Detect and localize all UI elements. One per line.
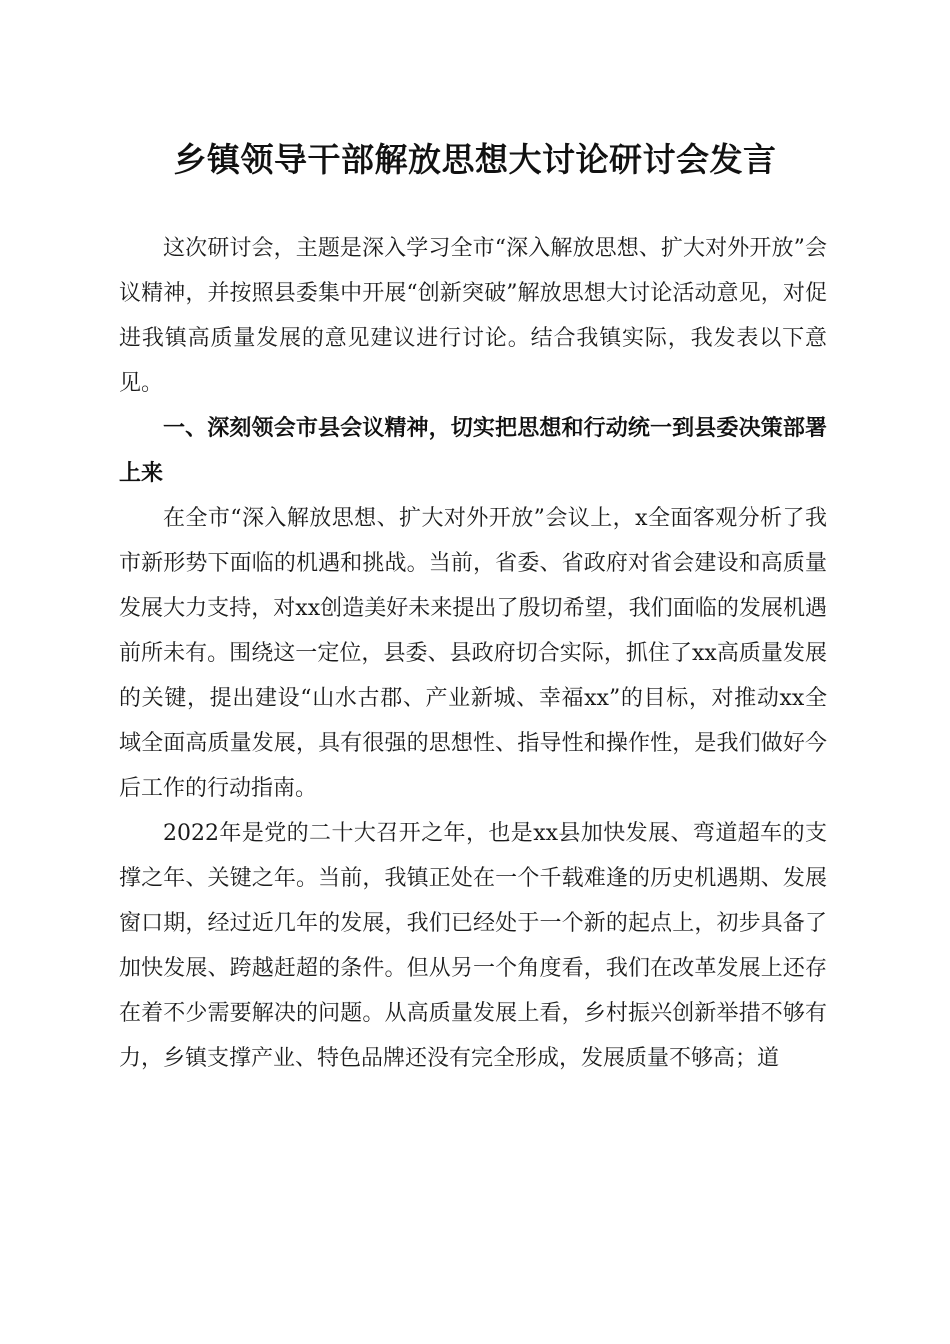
paragraph-intro: 这次研讨会，主题是深入学习全市“深入解放思想、扩大对外开放”会议精神，并按照县委集中开展“创新突破”解放思想大讨论活动意见，对促进我镇高质量发展的意见建议进行讨论。结合我镇实际，我发表以下意见。: [119, 236, 827, 396]
paragraph-meeting-spirit: 在全市“深入解放思想、扩大对外开放”会议上，x全面客观分析了我市新形势下面临的机遇和挑战。当前，省委、省政府对省会建设和高质量发展大力支持，对xx创造美好未来提出了殷切希望，我们面临的发展机遇前所未有。围绕这一定位，县委、县政府切合实际，抓住了xx高质量发展的关键，提出建设“山水古郡、产业新城、幸福xx”的目标，对推动xx全域全面高质量发展，具有很强的思想性、指导性和操作性，是我们做好今后工作的行动指南。: [119, 506, 827, 801]
paragraph-2022-outlook: 2022年是党的二十大召开之年，也是xx县加快发展、弯道超车的支撑之年、关键之年。当前，我镇正处在一个千载难逢的历史机遇期、发展窗口期，经过近几年的发展，我们已经处于一个新的起点上，初步具备了加快发展、跨越赶超的条件。但从另一个角度看，我们在改革发展上还存在着不少需要解决的问题。从高质量发展上看，乡村振兴创新举措不够有力，乡镇支撑产业、特色品牌还没有完全形成，发展质量不够高；道: [119, 821, 827, 1071]
document-title: 乡镇领导干部解放思想大讨论研讨会发言: [173, 140, 777, 179]
document-body: [119, 226, 827, 1081]
section-heading-1: 一、深刻领会市县会议精神，切实把思想和行动统一到县委决策部署上来: [119, 416, 827, 486]
